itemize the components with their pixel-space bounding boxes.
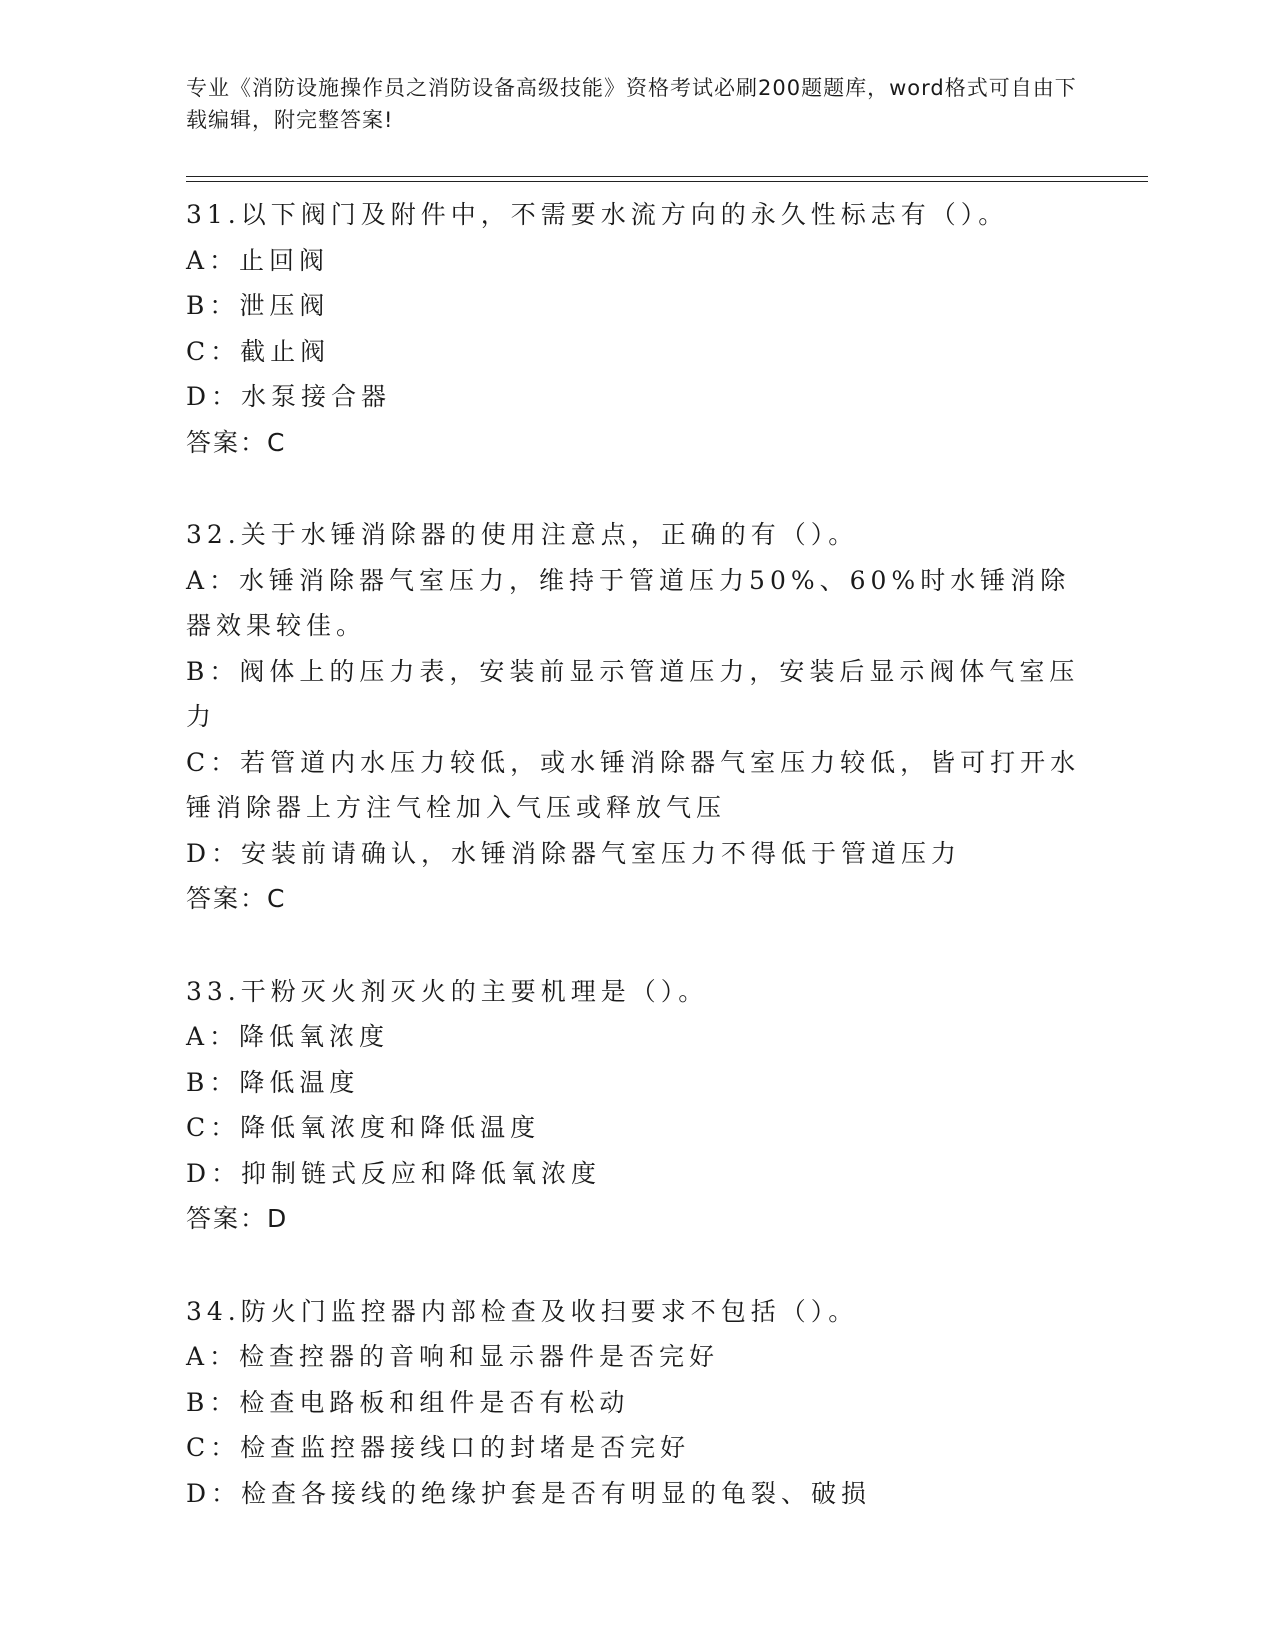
question-stem: 32.关于水锤消除器的使用注意点，正确的有（）。 (186, 520, 859, 549)
question-list (186, 192, 1086, 1563)
question-stem: 34.防火门监控器内部检查及收扫要求不包括（）。 (186, 1296, 859, 1326)
option-b: B：泄压阀 (186, 291, 330, 320)
document-header: 专业《消防设施操作员之消防设备高级技能》资格考试必刷200题题库，word格式可自由下载编辑，附完整答案! (186, 76, 1077, 132)
option-d: D：抑制链式反应和降低氧浓度 (186, 1158, 602, 1188)
answer: 答案：C (186, 427, 287, 457)
answer: 答案：D (186, 1204, 289, 1233)
option-d: D：水泵接合器 (186, 382, 392, 411)
question-34 (186, 1289, 1086, 1517)
option-b: B：阀体上的压力表，安装前显示管道压力，安装后显示阀体气室压力 (186, 656, 1080, 731)
answer: 答案：C (186, 884, 287, 913)
option-a: A：止回阀 (186, 245, 330, 275)
question-stem: 33.干粉灭火剂灭火的主要机理是（）。 (186, 976, 709, 1006)
option-c: C：截止阀 (186, 336, 331, 366)
header-divider-bottom (186, 181, 1148, 182)
option-d: D：安装前请确认，水锤消除器气室压力不得低于管道压力 (186, 838, 962, 868)
question-33 (186, 969, 1086, 1242)
option-c: C：检查监控器接线口的封堵是否完好 (186, 1433, 691, 1462)
option-b: B：检查电路板和组件是否有松动 (186, 1387, 630, 1417)
option-c: C：若管道内水压力较低，或水锤消除器气室压力较低，皆可打开水锤消除器上方注气栓加入气压或释放气压 (186, 747, 1081, 822)
question-stem: 31.以下阀门及附件中，不需要水流方向的永久性标志有（）。 (186, 200, 1009, 229)
option-c: C：降低氧浓度和降低温度 (186, 1113, 541, 1142)
option-a: A：水锤消除器气室压力，维持于管道压力50%、60%时水锤消除器效果较佳。 (186, 565, 1071, 640)
question-31 (186, 192, 1086, 465)
question-32 (186, 512, 1086, 922)
option-a: A：降低氧浓度 (186, 1022, 390, 1051)
header-divider-top (186, 176, 1148, 177)
option-a: A：检查控器的音响和显示器件是否完好 (186, 1342, 720, 1371)
option-b: B：降低温度 (186, 1067, 360, 1097)
option-d: D：检查各接线的绝缘护套是否有明显的龟裂、破损 (186, 1478, 872, 1508)
